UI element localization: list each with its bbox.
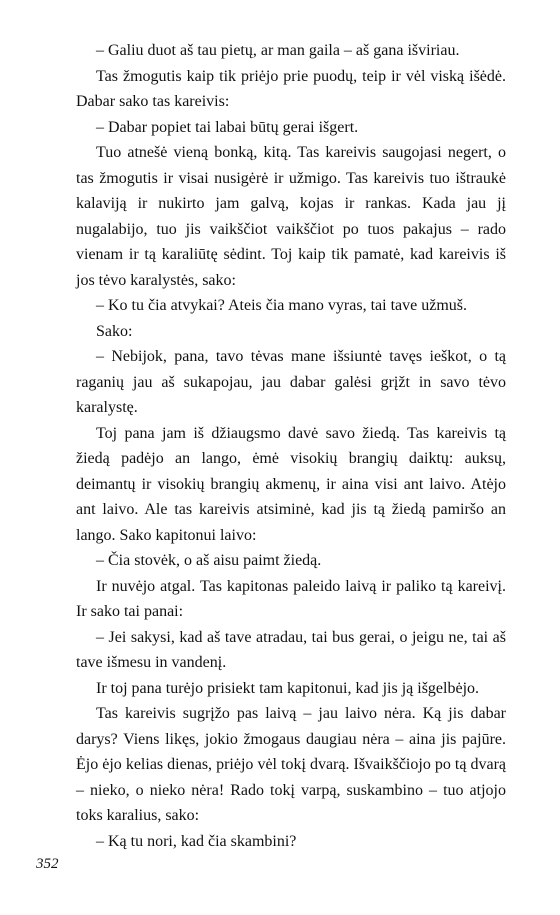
- paragraph: – Galiu duot aš tau pietų, ar man gaila – aš gana išviriau.: [96, 42, 460, 59]
- paragraph: Ir nuvėjo atgal. Tas kapitonas paleido laivą ir paliko tą kareivį. Ir sako tai panai:: [76, 577, 506, 620]
- paragraph: – Dabar popiet tai labai būtų gerai išgert.: [96, 118, 359, 136]
- paragraph: Toj pana jam iš džiaugsmo davė savo žiedą. Tas kareivis tą žiedą padėjo an lango, ėmė visokių brangių daiktų: auksų, deimantų ir visokių brangių akmenų, ir aina visi ant laivo. Atėjo ant laivo. Ale tas kareivis atsiminė, kad jis tą žiedą pamiršo an lango. Sako kapitonui laivo:: [76, 424, 506, 544]
- paragraph: Tuo atnešė vieną bonką, kitą. Tas kareivis saugojasi negert, o tas žmogutis ir visai nusigėrė ir užmigo. Tas kareivis tuo ištraukė kalaviją ir nukirto jam galvą, kojas ir rankas. Kada jau jį nugalabijo, tuo jis vaikščiot vaikščiot po tuos pakajus – rado vienam ir tą karaliūtę sėdint. Toj kaip tik pamatė, kad kareivis iš jos tėvo karalystės, sako:: [76, 144, 506, 289]
- paragraph: – Ko tu čia atvykai? Ateis čia mano vyras, tai tave užmuš.: [96, 297, 467, 314]
- page-number: 352: [36, 856, 59, 872]
- body-text: [76, 38, 506, 854]
- paragraph: Ir toj pana turėjo prisiekt tam kapitonui, kad jis ją išgelbėjo.: [96, 679, 480, 697]
- paragraph: – Čia stovėk, o aš aisu paimt žiedą.: [96, 552, 322, 569]
- paragraph: Sako:: [96, 322, 133, 340]
- paragraph: Tas kareivis sugrįžo pas laivą – jau laivo nėra. Ką jis dabar darys? Viens likęs, jokio žmogaus daugiau nėra – aina jis pajūre. Ėjo ėjo kelias dienas, priėjo vėl tokį dvarą. Išvaikščiojo po tą dvarą – nieko, o nieko nėra! Rado tokį varpą, suskambino – tuo atjojo toks karalius, sako:: [76, 705, 506, 824]
- paragraph: – Jei sakysi, kad aš tave atradau, tai bus gerai, o jeigu ne, tai aš tave išmesu in vandenį.: [76, 628, 506, 671]
- paragraph: Tas žmogutis kaip tik priėjo prie puodų, teip ir vėl viską išėdė. Dabar sako tas kareivis:: [76, 67, 506, 110]
- paragraph: – Nebijok, pana, tavo tėvas mane išsiuntė tavęs ieškot, o tą raganių jau aš sukapojau, jau dabar galėsi grįžt in savo tėvo karalystę.: [76, 348, 506, 416]
- paragraph: – Ką tu nori, kad čia skambini?: [96, 832, 297, 850]
